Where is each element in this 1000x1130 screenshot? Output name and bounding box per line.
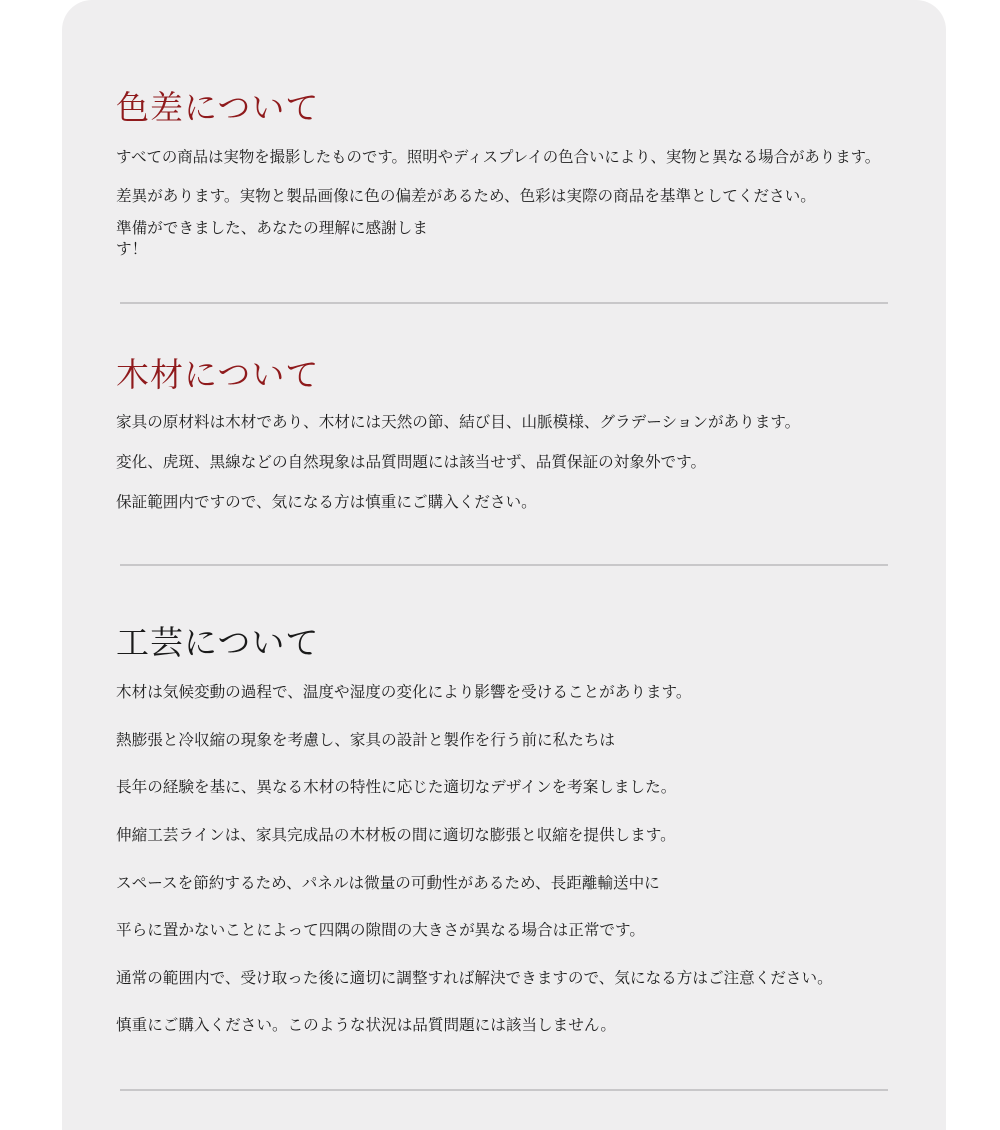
section-divider	[120, 1089, 888, 1091]
craft-line-5: スペースを節約するため、パネルは微量の可動性があるため、長距離輸送中に	[116, 874, 660, 892]
color-difference-line-3: 準備ができました、あなたの理解に感謝します！	[116, 219, 428, 258]
section-title-wood: 木材について	[116, 355, 320, 394]
craft-line-7: 通常の範囲内で、受け取った後に適切に調整すれば解決できますので、気になる方はご注意ください。	[116, 969, 833, 987]
wood-line-3: 保証範囲内ですので、気になる方は慎重にご購入ください。	[116, 493, 537, 511]
section-title-color-difference: 色差について	[116, 88, 320, 127]
color-difference-line-2: 差異があります。実物と製品画像に色の偏差があるため、色彩は実際の商品を基準としてください。	[116, 187, 816, 205]
section-divider	[120, 564, 888, 566]
craft-line-2: 熱膨張と冷収縮の現象を考慮し、家具の設計と製作を行う前に私たちは	[116, 731, 616, 749]
craft-line-3: 長年の経験を基に、異なる木材の特性に応じた適切なデザインを考案しました。	[116, 778, 677, 796]
color-difference-line-1: すべての商品は実物を撮影したものです。照明やディスプレイの色合いにより、実物と異なる場合があります。	[116, 148, 881, 166]
craft-line-4: 伸縮工芸ラインは、家具完成品の木材板の間に適切な膨張と収縮を提供します。	[116, 826, 676, 844]
craft-line-8: 慎重にご購入ください。このような状況は品質問題には該当しません。	[116, 1016, 616, 1034]
section-divider	[120, 302, 888, 304]
wood-line-2: 変化、虎斑、黒線などの自然現象は品質問題には該当せず、品質保証の対象外です。	[116, 453, 707, 471]
craft-line-1: 木材は気候変動の過程で、温度や湿度の変化により影響を受けることがあります。	[116, 683, 692, 701]
craft-line-6: 平らに置かないことによって四隅の隙間の大きさが異なる場合は正常です。	[116, 921, 645, 939]
wood-line-1: 家具の原材料は木材であり、木材には天然の節、結び目、山脈模様、グラデーションがあります。	[116, 413, 801, 431]
section-title-craft: 工芸について	[116, 623, 320, 662]
